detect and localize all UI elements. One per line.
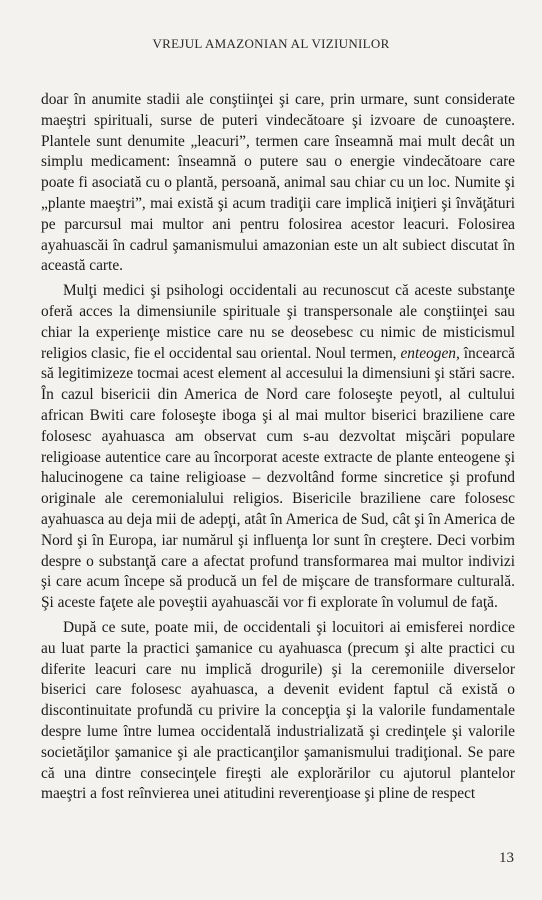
emphasized-term: enteogen, — [400, 344, 460, 362]
page-number: 13 — [499, 850, 514, 866]
paragraph-1: doar în anumite stadii ale conştiinţei şi care, prin urmare, sunt considerate maeştri spirituali, surse de puteri vindecătoare şi izvoare de cunoaştere. Plantele sunt denumite „leacuri”, termen care înseamnă mai mult decât un simplu medicament: înseamnă o putere sau o energie vindecătoare care poate fi asociată cu o plantă, persoană, animal sau chiar cu un loc. Numite şi „plante maeştri”, mai există şi acum tradiţii care implică iniţieri şi învăţături pe parcursul mai multor ani pentru folosirea acestor leacuri. Folosirea ayahuascăi în cadrul şamanismului amazonian este un alt subiect discutat în această carte. — [41, 91, 515, 275]
body-text — [41, 90, 515, 809]
paragraph-2-part-2: încearcă să legitimizeze tocmai acest element al accesului la dimensiuni şi stări sacre. În cazul bisericii din America de Nord care foloseşte peyotl, al cultului african Bwiti care foloseşte iboga şi al mai multor biserici braziliene care folosesc ayahuasca am observat cum s-au dezvoltat mişcări populare religioase autentice care au încorporat aceste extracte de plante enteogene şi halucinogene ca taine religioase – dezvoltând forme sincretice şi profund originale ale ceremonialului religios. Bisericile braziliene care folosesc ayahuasca au deja mii de adepţi, atât în America de Sud, cât şi în America de Nord şi în Europa, iar numărul şi influenţa lor sunt în creştere. Deci vorbim despre o substanţă care a afectat profund transformarea mai multor indivizi şi care acum începe să producă un fel de mişcare de transformare culturală. Şi aceste faţete ale poveştii ayahuascăi vor fi explorate în volumul de faţă. — [41, 344, 515, 612]
paragraph-2-part-1: Mulţi medici şi psihologi occidentali au recunoscut că aceste substanţe oferă acces la dimensiunile spirituale şi transpersonale ale conştiinţei sau chiar la experienţe mistice care nu se deosebesc cu nimic de misticismul religios clasic, fie el occidental sau oriental. Noul termen, — [41, 282, 515, 362]
running-header: VREJUL AMAZONIAN AL VIZIUNILOR — [152, 36, 390, 51]
paragraph-3: După ce sute, poate mii, de occidentali şi locuitori ai emisferei nordice au luat parte la practici şamanice cu ayahuasca (precum şi alte practici cu diferite leacuri care nu implică drogurile) şi la ceremoniile diverselor biserici care folosesc ayahuasca, a devenit evident faptul că există o discontinuitate profundă cu privire la concepţia şi la valorile fundamentale despre lume între lumea occidentală industrializată şi credinţele şi valorile societăţilor şamanice şi ale practicanţilor şamanismului tradiţional. Se pare că una dintre consecinţele fireşti ale explorărilor cu ajutorul plantelor maeştri a fost reînvierea unei atitudini reverenţioase şi pline de respect — [41, 618, 515, 803]
paragraph-2 — [41, 281, 515, 614]
